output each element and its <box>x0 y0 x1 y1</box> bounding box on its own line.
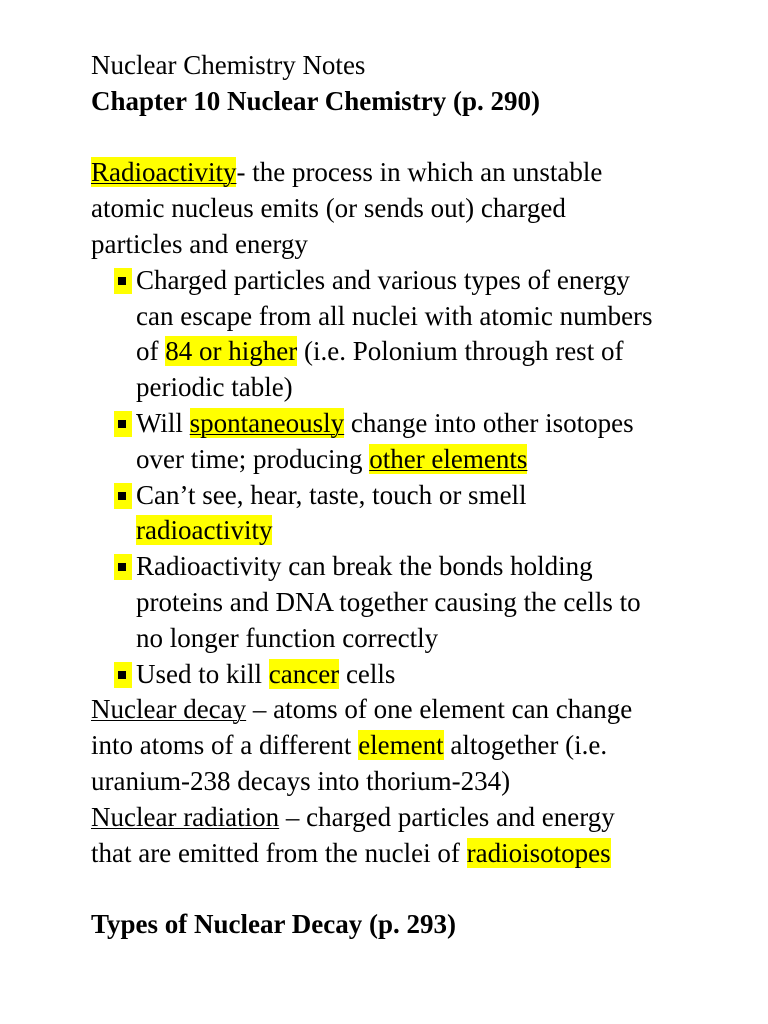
radioactivity-def-line3: particles and energy <box>91 228 308 259</box>
highlight-element: element <box>358 730 444 761</box>
square-bullet-icon <box>114 483 132 509</box>
square-bullet-icon <box>114 554 132 580</box>
nuclear-radiation-definition: Nuclear radiation – charged particles and energy that are emitted from the nuclei of radioisotopes <box>91 801 615 868</box>
radioactivity-def-line1: - the process in which an unstable <box>236 157 603 188</box>
radioactivity-definition <box>91 155 731 262</box>
radioactivity-def-line2: atomic nucleus emits (or sends out) charged <box>91 193 566 224</box>
bullet-2-line1: Will spontaneously change into other isotopes <box>136 407 634 438</box>
bullet-1-line1: Charged particles and various types of energy <box>136 264 630 295</box>
bullet-2-line2: over time; producing other elements <box>136 443 528 474</box>
nuclear-radiation-term: Nuclear radiation <box>91 801 280 832</box>
radioactivity-term: Radioactivity <box>91 157 237 188</box>
bullet-list <box>91 263 731 693</box>
bullet-4-line1: Radioactivity can break the bonds holding <box>136 551 593 582</box>
highlight-spontaneously: spontaneously <box>189 407 345 438</box>
bullet-item-3 <box>91 478 731 550</box>
nuclear-decay-line3: uranium-238 decays into thorium-234) <box>91 765 511 796</box>
document-title: Nuclear Chemistry Notes <box>91 50 366 80</box>
blank-line <box>91 871 731 907</box>
square-bullet-icon <box>114 268 132 294</box>
bullet-item-2 <box>91 406 731 478</box>
highlight-cancer: cancer <box>268 658 340 689</box>
square-bullet-icon <box>114 662 132 688</box>
nuclear-decay-definition: Nuclear decay – atoms of one element can change into atoms of a different element altogether (i.e. uranium-238 decays into thorium-234) <box>91 692 731 799</box>
highlight-other-elements: other elements <box>369 443 528 474</box>
section-heading-types-of-decay: Types of Nuclear Decay (p. 293) <box>91 909 456 940</box>
highlight-radioactivity: radioactivity <box>136 515 273 546</box>
highlight-84-or-higher: 84 or higher <box>165 336 298 367</box>
highlight-radioisotopes: radioisotopes <box>466 837 611 868</box>
bullet-item-1 <box>91 263 731 406</box>
chapter-heading: Chapter 10 Nuclear Chemistry (p. 290) <box>91 85 540 116</box>
bullet-item-4 <box>91 549 731 656</box>
bullet-3-line1: Can’t see, hear, taste, touch or smell <box>136 479 527 510</box>
bullet-item-5 <box>91 657 731 693</box>
blank-line <box>91 120 731 156</box>
square-bullet-icon <box>114 411 132 437</box>
document-page <box>91 48 731 943</box>
bullet-5-line1: Used to kill cancer cells <box>136 658 396 689</box>
bullet-4-line3: no longer function correctly <box>136 622 439 653</box>
bullet-1-line3: of 84 or higher (i.e. Polonium through rest of <box>136 336 624 367</box>
nuclear-decay-term: Nuclear decay <box>91 694 247 725</box>
bullet-3-line2 <box>136 513 731 549</box>
bullet-4-line2: proteins and DNA together causing the cells to <box>136 586 641 617</box>
bullet-1-line2: can escape from all nuclei with atomic numbers <box>136 300 653 331</box>
bullet-1-line4: periodic table) <box>136 372 293 403</box>
